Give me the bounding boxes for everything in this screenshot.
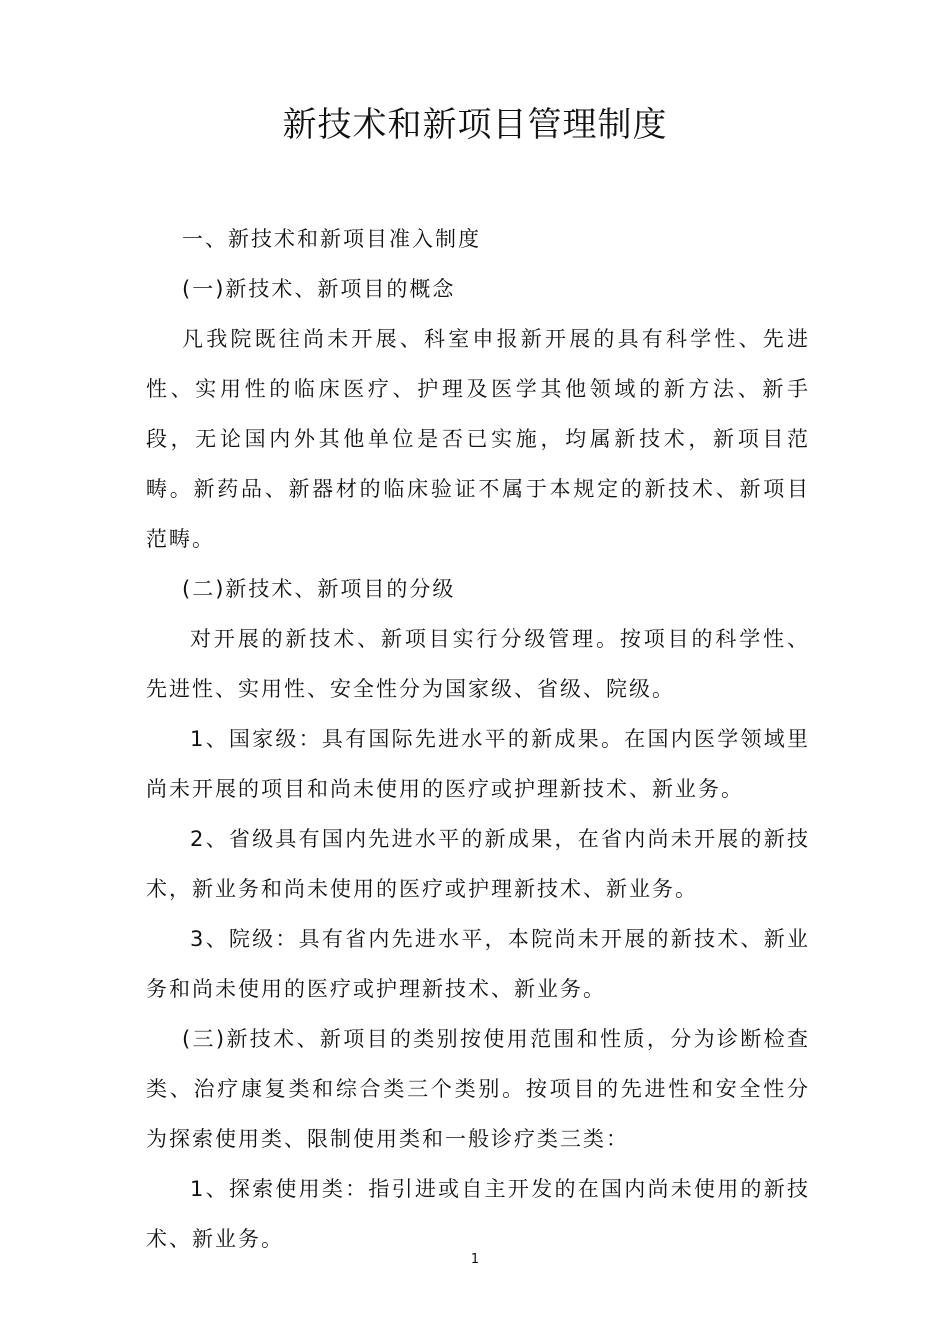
paragraph: 凡我院既往尚未开展、科室申报新开展的具有科学性、先进性、实用性的临床医疗、护理及医学其他领域的新方法、新手段，无论国内外其他单位是否已实施，均属新技术，新项目范畴。新药品、新器材的临床验证不属于本规定的新技术、新项目范畴。 [146, 327, 810, 551]
paragraph: 1、探索使用类：指引进或自主开发的在国内尚未使用的新技术、新业务。 [146, 1177, 810, 1251]
paragraph: 3、院级：具有省内先进水平，本院尚未开展的新技术、新业务和尚未使用的医疗或护理新技术、新业务。 [146, 927, 810, 1001]
section-heading: 一、新技术和新项目准入制度 [182, 227, 481, 251]
paragraph: 1、国家级：具有国际先进水平的新成果。在国内医学领域里尚未开展的项目和尚未使用的医疗或护理新技术、新业务。 [146, 727, 810, 801]
document-body [146, 214, 810, 1264]
document-title: 新技术和新项目管理制度 [282, 105, 668, 145]
subsection-heading: (一)新技术、新项目的概念 [182, 277, 456, 301]
paragraph: (三)新技术、新项目的类别按使用范围和性质，分为诊断检查类、治疗康复类和综合类三个类别。按项目的先进性和安全性分为探索使用类、限制使用类和一般诊疗类三类： [146, 1027, 810, 1151]
subsection-heading: (二)新技术、新项目的分级 [182, 577, 456, 601]
page-number: 1 [470, 1252, 480, 1267]
paragraph: 对开展的新技术、新项目实行分级管理。按项目的科学性、先进性、实用性、安全性分为国家级、省级、院级。 [146, 627, 810, 701]
paragraph: 2、省级具有国内先进水平的新成果，在省内尚未开展的新技术，新业务和尚未使用的医疗或护理新技术、新业务。 [146, 827, 810, 901]
